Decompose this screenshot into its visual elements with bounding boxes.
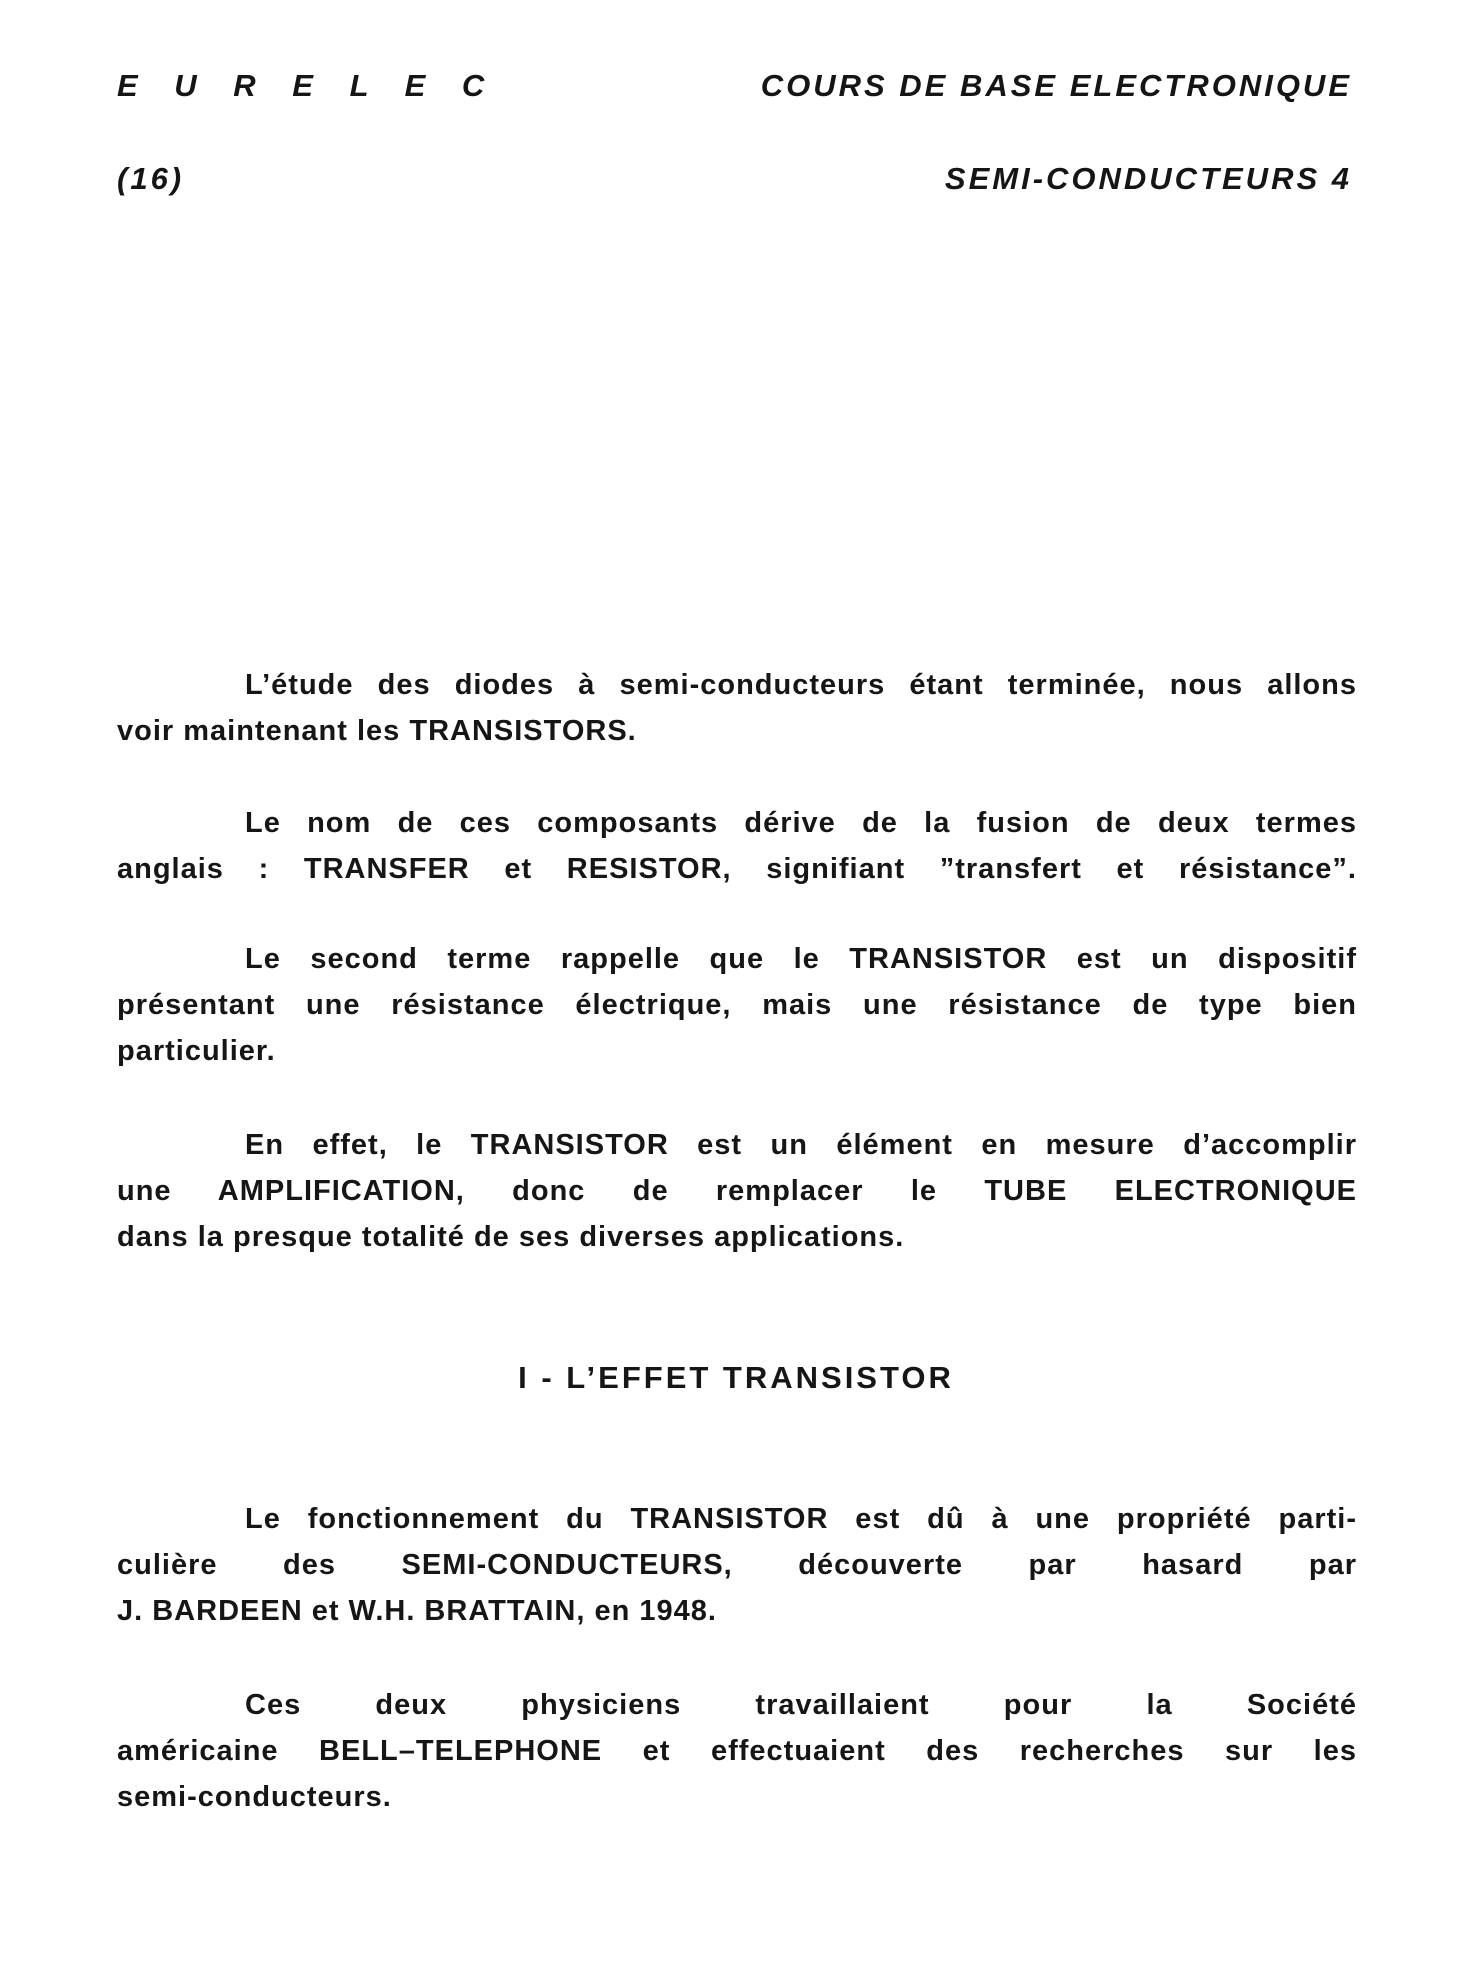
paragraph-line: américaine BELL–TELEPHONE et effectuaient des recherches sur les	[117, 1735, 1357, 1767]
publisher-header: E U R E L E C	[117, 68, 499, 103]
paragraph-line: anglais : TRANSFER et RESISTOR, signifiant ”transfert et résistance”.	[117, 853, 1357, 885]
paragraph-name-origin	[117, 800, 1357, 892]
paragraph-physicists	[117, 1682, 1357, 1820]
paragraph-line: voir maintenant les TRANSISTORS.	[117, 715, 637, 747]
paragraph-discovery	[117, 1496, 1357, 1634]
paragraph-line: particulier.	[117, 1035, 276, 1067]
course-header: COURS DE BASE ELECTRONIQUE	[760, 68, 1352, 103]
paragraph-amplification	[117, 1122, 1357, 1260]
page-number: (16)	[117, 161, 185, 196]
paragraph-line: semi-conducteurs.	[117, 1781, 392, 1813]
chapter-header: SEMI-CONDUCTEURS 4	[944, 161, 1352, 196]
paragraph-line: L’étude des diodes à semi-conducteurs étant terminée, nous allons	[245, 669, 1357, 701]
paragraph-line: présentant une résistance électrique, mais une résistance de type bien	[117, 989, 1357, 1021]
paragraph-line: En effet, le TRANSISTOR est un élément en mesure d’accomplir	[245, 1129, 1357, 1161]
section-title: I - L’EFFET TRANSISTOR	[518, 1360, 954, 1395]
paragraph-intro	[117, 662, 1357, 754]
paragraph-second-term	[117, 936, 1357, 1074]
paragraph-line: J. BARDEEN et W.H. BRATTAIN, en 1948.	[117, 1595, 717, 1627]
paragraph-line: dans la presque totalité de ses diverses applications.	[117, 1221, 905, 1253]
paragraph-line: culière des SEMI-CONDUCTEURS, découverte par hasard par	[117, 1549, 1357, 1581]
paragraph-line: Le nom de ces composants dérive de la fusion de deux termes	[245, 807, 1357, 839]
paragraph-line: Le second terme rappelle que le TRANSISTOR est un dispositif	[245, 943, 1357, 975]
paragraph-line: Le fonctionnement du TRANSISTOR est dû à une propriété parti-	[245, 1503, 1357, 1535]
paragraph-line: une AMPLIFICATION, donc de remplacer le TUBE ELECTRONIQUE	[117, 1175, 1357, 1207]
paragraph-line: Ces deux physiciens travaillaient pour la Société	[245, 1689, 1357, 1721]
